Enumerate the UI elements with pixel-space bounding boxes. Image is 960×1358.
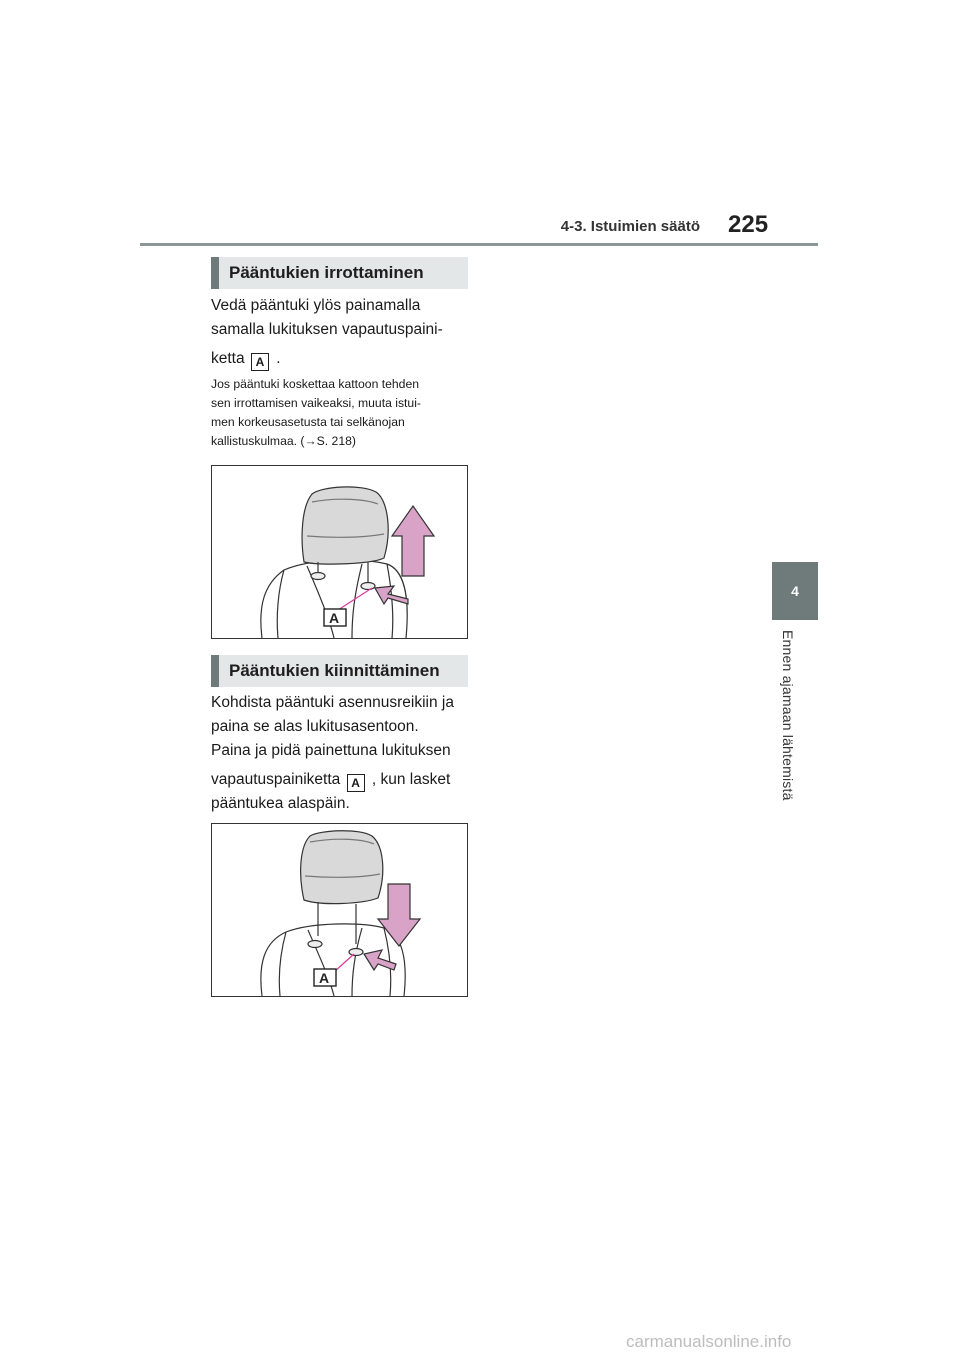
chapter-number: 4 [791, 583, 799, 599]
figure2-label-a: A [319, 970, 330, 986]
note-line-1: Jos pääntuki koskettaa kattoon tehden [211, 377, 420, 391]
label-a-marker: A [347, 774, 365, 792]
label-a-marker: A [251, 353, 269, 371]
section-breadcrumb: 4-3. Istuimien säätö [560, 218, 700, 235]
chapter-tab[interactable] [772, 562, 818, 620]
removal-line-2: samalla lukituksen vapautuspaini- [211, 321, 443, 338]
chapter-title: Ennen ajamaan lähtemistä [780, 630, 796, 801]
note-line-3: men korkeusasetusta tai selkänojan [211, 415, 405, 429]
note-line-2: sen irrottamisen vaikeaksi, muuta istui- [211, 396, 421, 410]
headrest-removal-illustration [212, 466, 467, 638]
install-line-2: paina se alas lukitusasentoon. [211, 718, 419, 735]
page-number: 225 [728, 211, 769, 238]
note-line-4: kallistuskulmaa. (→S. 218) [211, 434, 356, 448]
install-line-4-end: , kun lasket [371, 771, 451, 788]
removal-instructions [211, 294, 473, 371]
removal-line-3-text: ketta [211, 350, 245, 367]
figure1-label-a: A [329, 610, 340, 626]
removal-line-3-end: . [276, 350, 281, 367]
install-line-3: Paina ja pidä painettuna lukituksen [211, 742, 451, 759]
install-line-4 [211, 768, 473, 792]
figure-headrest-removal [211, 465, 468, 639]
section-heading-installation: Pääntukien kiinnittäminen [211, 655, 468, 687]
install-line-1: Kohdista pääntuki asennusreikiin ja [211, 694, 454, 711]
installation-instructions [211, 691, 473, 816]
figure-headrest-installation [211, 823, 468, 997]
removal-note [211, 375, 473, 451]
header-divider [140, 243, 818, 246]
removal-line-1: Vedä pääntuki ylös painamalla [211, 297, 421, 314]
removal-line-3 [211, 347, 473, 371]
install-line-4-text: vapautuspainiketta [211, 771, 341, 788]
install-line-5: pääntukea alaspäin. [211, 795, 350, 812]
watermark: carmanualsonline.info [626, 1332, 792, 1351]
headrest-installation-illustration [212, 824, 467, 996]
section-heading-removal: Pääntukien irrottaminen [211, 257, 468, 289]
